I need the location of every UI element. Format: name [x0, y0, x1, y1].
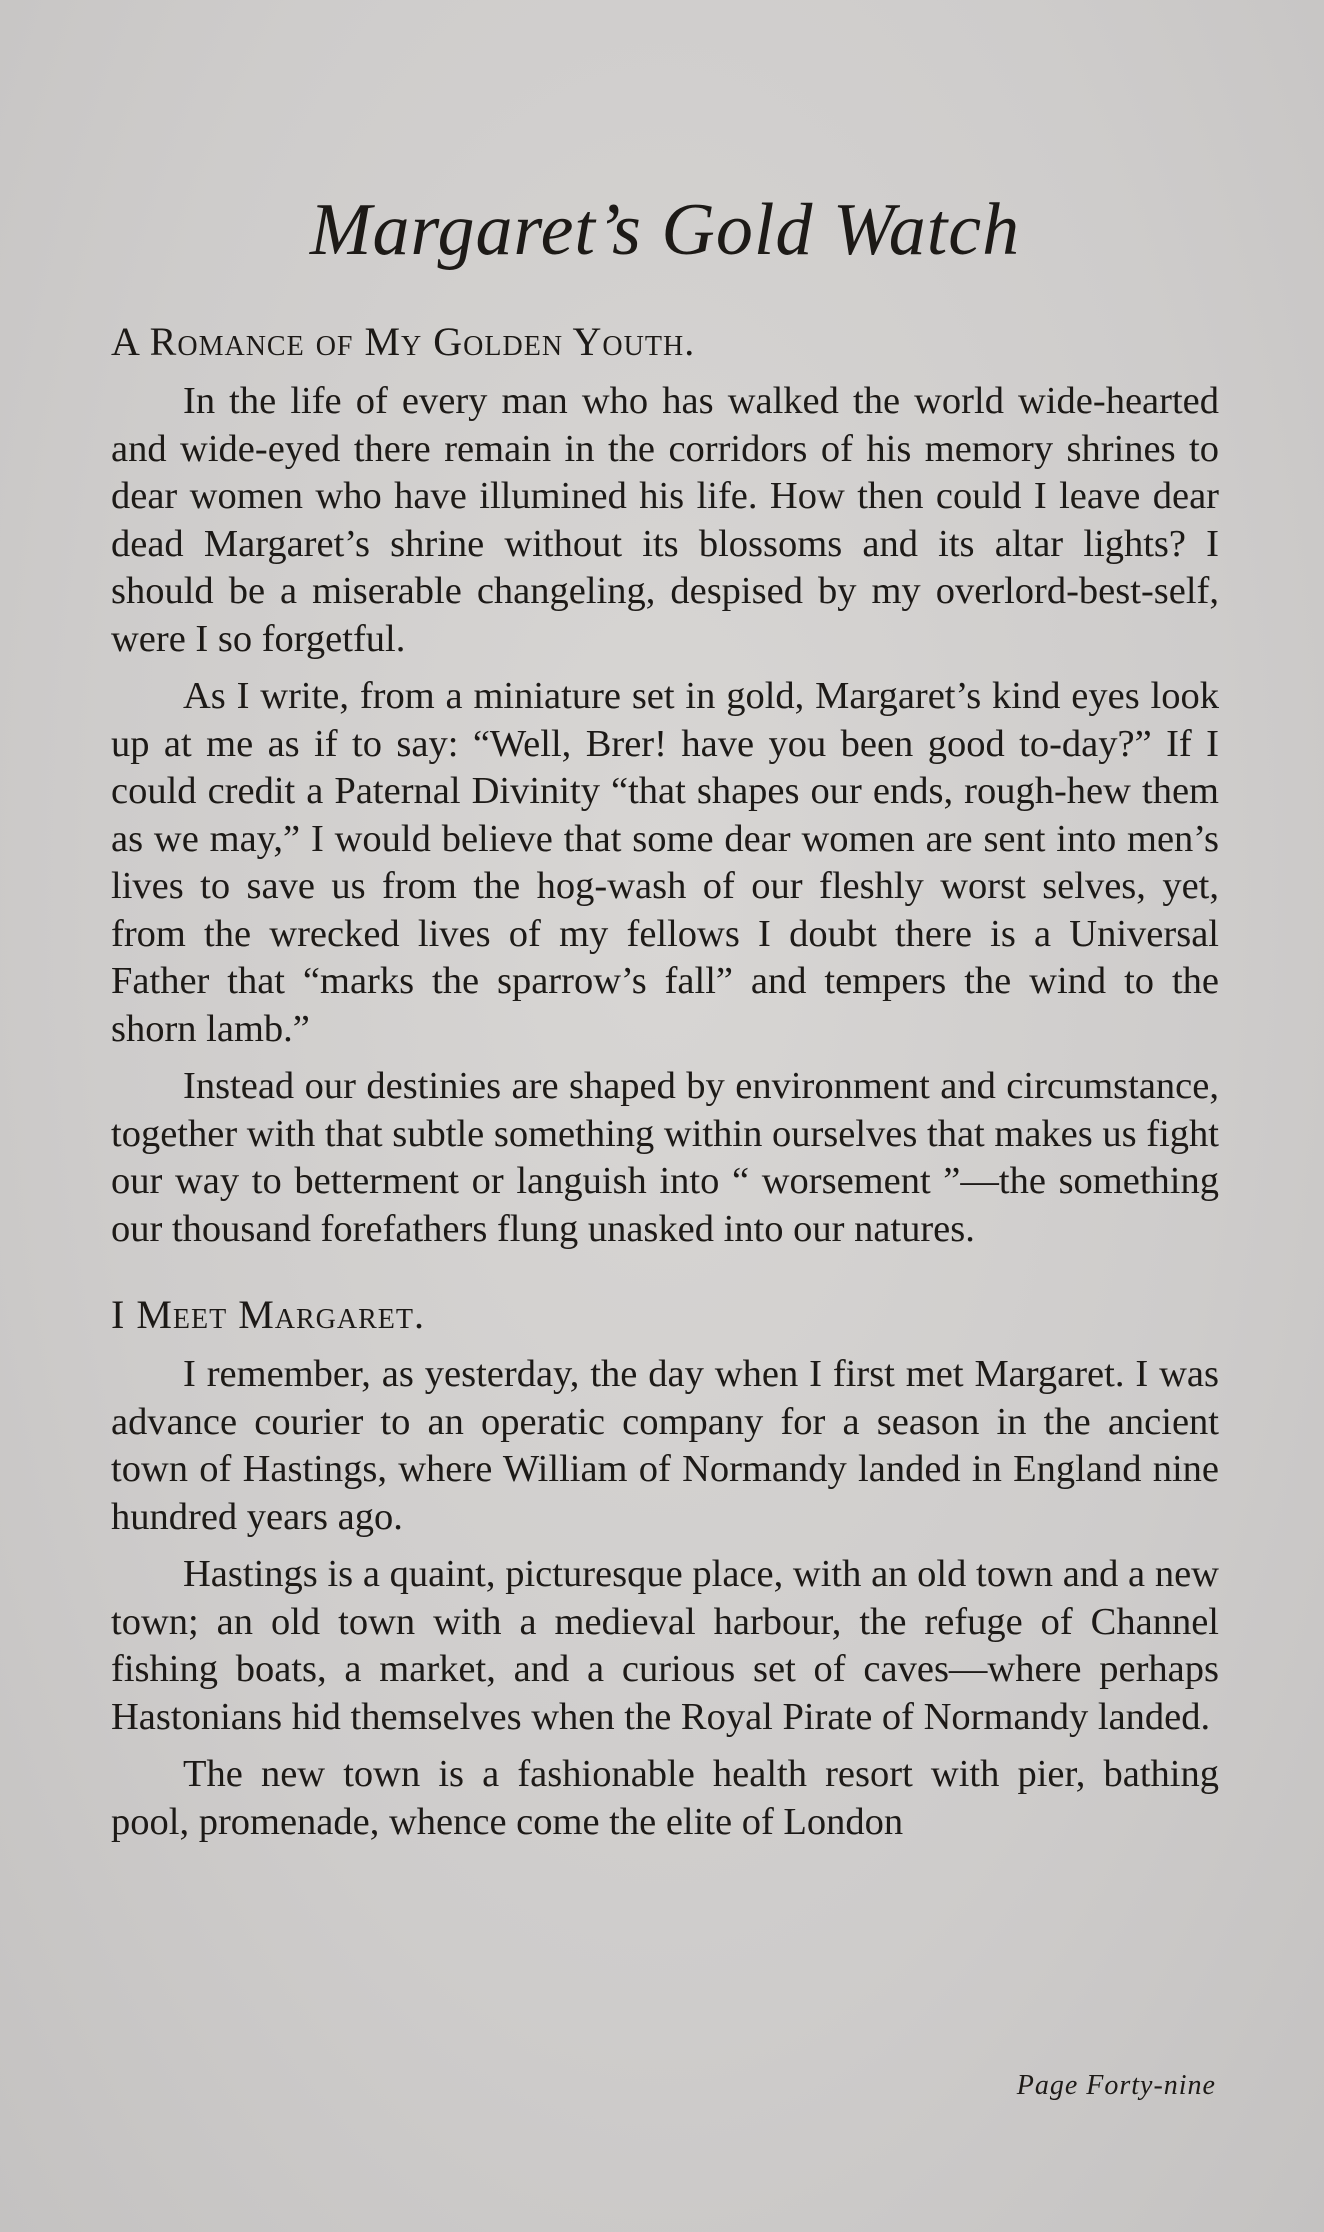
section-heading-romance: A Romance of My Golden Youth.	[111, 319, 696, 364]
paragraph: I remember, as yesterday, the day when I first met Margaret. I was advance courier to an operatic company for a season in the ancient town of Hastings, where William of Normandy landed in England nine hundred years ago.	[111, 1353, 1219, 1538]
page-body	[111, 180, 1219, 1856]
section-heading-meet-margaret: I Meet Margaret.	[111, 1292, 425, 1337]
page-title: Margaret’s Gold Watch	[309, 189, 1021, 271]
section-divider	[111, 1263, 1219, 1289]
paragraph: The new town is a fashionable health resort with pier, bathing pool, promenade, whence come the elite of London	[111, 1753, 1219, 1843]
paragraph: Hastings is a quaint, picturesque place, with an old town and a new town; an old town with a medieval harbour, the refuge of Channel fishing boats, a market, and a curious set of caves—where perhaps Hastonians hid themselves when the Royal Pirate of Normandy landed.	[111, 1553, 1219, 1738]
paragraph: In the life of every man who has walked the world wide-hearted and wide-eyed there remain in the corridors of his memory shrines to dear women who have illumined his life. How then could I leave dear dead Margaret’s shrine without its blossoms and its altar lights? I should be a miserable changeling, despised by my overlord-best-self, were I so forgetful.	[111, 380, 1219, 660]
paragraph: Instead our destinies are shaped by environment and circumstance, together with that subtle something within ourselves that makes us fight our way to betterment or languish into “ worsement ”—the something our thousand forefathers flung unasked into our natures.	[111, 1065, 1219, 1250]
paragraph: As I write, from a miniature set in gold, Margaret’s kind eyes look up at me as if to say: “Well, Brer! have you been good to-day?” If I could credit a Paternal Divinity “that shapes our ends, rough-hew them as we may,” I would believe that some dear women are sent into men’s lives to save us from the hog-wash of our fleshly worst selves, yet, from the wrecked lives of my fellows I doubt there is a Universal Father that “marks the sparrow’s fall” and tempers the wind to the shorn lamb.”	[111, 675, 1219, 1050]
page-number: Page Forty-nine	[1016, 2070, 1216, 2101]
